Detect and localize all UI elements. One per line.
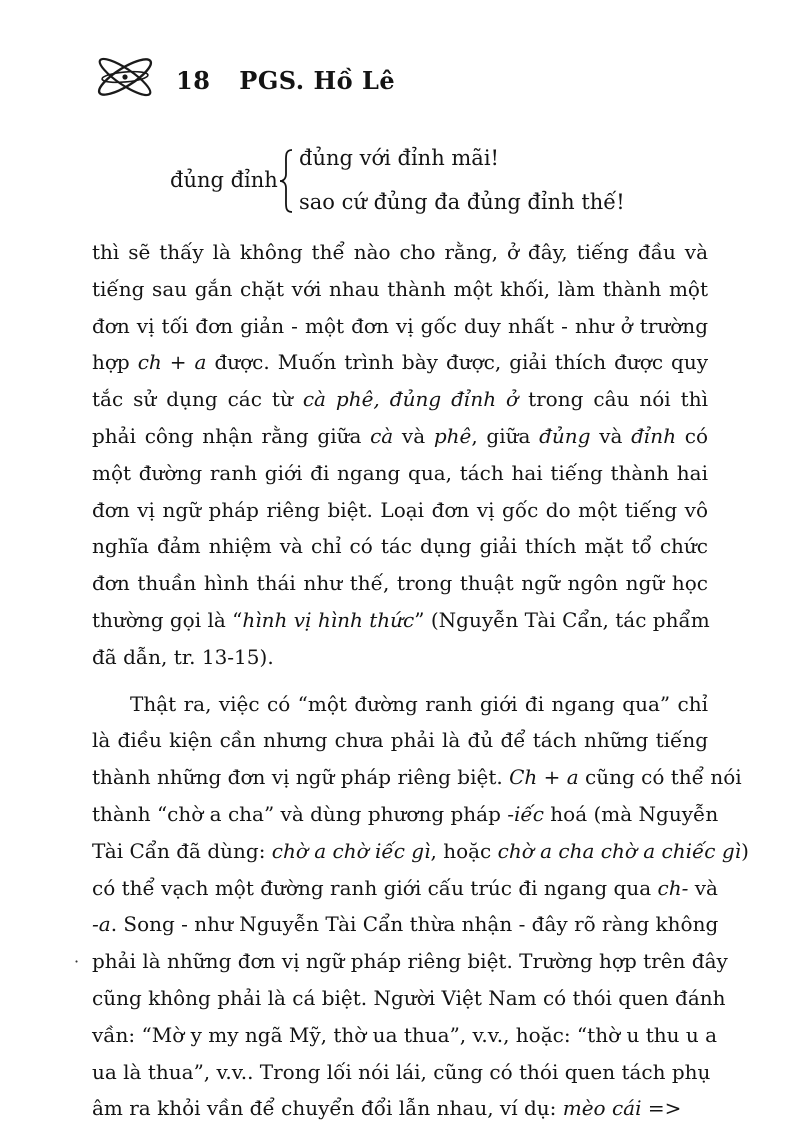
text-line [92, 455, 708, 492]
text-run: và [688, 875, 718, 900]
text-run: có [676, 423, 709, 448]
italic-term: cà phê, đủng đỉnh ở [302, 387, 519, 412]
example-block [170, 142, 730, 222]
text-line [92, 722, 708, 759]
italic-term: cà [370, 423, 394, 448]
text-run: đơn vị ngữ pháp riêng biệt. Loại đơn vị gốc do một tiếng vô [92, 497, 708, 522]
text-run: hoá (mà Nguyễn [543, 801, 719, 826]
text-run: , giữa [471, 423, 540, 448]
text-run: là điều kiện cần nhưng chưa phải là đủ để tách những tiếng [92, 728, 708, 753]
text-line [92, 980, 726, 1017]
text-run: Thật ra, việc có “một đường ranh giới đi ngang qua” chỉ [130, 691, 708, 716]
author-name: PGS. Hồ Lê [239, 66, 396, 95]
text-run: ua là thua”, v.v.. Trong lối nói lái, cũng có thói quen tách phụ [92, 1059, 711, 1084]
text-line [92, 602, 708, 639]
italic-term: ch- [657, 875, 689, 900]
italic-term: chờ a chờ iếc gì [271, 838, 431, 863]
text-line [92, 1090, 708, 1127]
body-text [92, 234, 749, 1127]
text-line [92, 639, 708, 676]
text-run: một đường ranh giới đi ngang qua, tách hai tiếng thành hai [92, 460, 708, 485]
text-line [92, 381, 708, 418]
paragraph-1 [92, 234, 708, 676]
italic-term: Ch + a [509, 765, 579, 790]
example-line-2: sao cứ đủng đa đủng đỉnh thế! [299, 190, 625, 214]
text-run: cũng có thể nói [578, 765, 742, 790]
text-line [92, 686, 708, 723]
text-line [92, 528, 708, 565]
italic-term: đỉnh [631, 423, 677, 448]
example-headword: đủng đỉnh [170, 168, 278, 192]
margin-dot: · [74, 952, 80, 971]
text-run: và [393, 423, 434, 448]
text-run: vần: “Mờ y my ngã Mỹ, thờ ua thua”, v.v., hoặc: “thờ u thu u a [92, 1022, 718, 1047]
text-line [92, 492, 708, 529]
text-line [92, 906, 719, 943]
text-run: ) [741, 838, 749, 863]
italic-term: ch + a [137, 350, 207, 375]
text-run: đơn thuần hình thái như thế, trong thuật ngữ ngôn ngữ học [92, 571, 708, 596]
text-run: đơn vị tối đơn giản - một đơn vị gốc duy nhất - như ở trường [92, 313, 708, 338]
text-run: cũng không phải là cá biệt. Người Việt Nam có thói quen đánh [92, 985, 726, 1010]
text-line [92, 833, 749, 870]
text-run: Tài Cẩn đã dùng: [92, 838, 272, 863]
paragraph-gap [92, 676, 708, 686]
text-run: tắc sử dụng các từ [92, 387, 303, 412]
text-run: phải là những đơn vị ngữ pháp riêng biệt. Trường hợp trên đây [92, 949, 728, 974]
italic-term: -iếc [507, 801, 544, 826]
text-run: phải công nhận rằng giữa [92, 423, 371, 448]
text-run: => [641, 1096, 682, 1121]
text-run: thành những đơn vị ngữ pháp riêng biệt. [92, 765, 510, 790]
orbit-logo-icon [92, 48, 158, 106]
text-line [92, 870, 718, 907]
text-line [92, 759, 742, 796]
italic-term: chờ a cha chờ a chiếc gì [497, 838, 742, 863]
text-run: ” (Nguyễn Tài Cẩn, tác phẩm [414, 607, 710, 632]
paragraph-2 [92, 686, 749, 1127]
text-run: âm ra khỏi vần để chuyển đổi lẫn nhau, ví dụ: [92, 1096, 563, 1121]
italic-term: hình vị hình thức [242, 607, 415, 632]
italic-term: mèo cái [562, 1096, 642, 1121]
text-line [92, 565, 708, 602]
text-run: , hoặc [430, 838, 498, 863]
curly-brace-icon [278, 148, 294, 214]
text-line [92, 943, 728, 980]
text-run: nghĩa đảm nhiệm và chỉ có tác dụng giải thích mặt tổ chức [92, 534, 708, 559]
text-run: thành “chờ a cha” và dùng phương pháp [92, 801, 508, 826]
example-line-1: đủng với đỉnh mãi! [299, 146, 499, 170]
page-number: 18 [176, 66, 211, 95]
italic-term: đủng [539, 423, 591, 448]
text-run: thì sẽ thấy là không thể nào cho rằng, ở đây, tiếng đầu và [92, 240, 708, 264]
text-run: tiếng sau gắn chặt với nhau thành một khối, làm thành một [92, 276, 708, 301]
text-run: và [590, 423, 632, 448]
text-line [92, 271, 708, 308]
text-run: được. Muốn trình bày được, giải thích được quy [206, 350, 708, 375]
running-header [176, 66, 395, 95]
text-line [92, 234, 708, 271]
text-line [92, 1054, 711, 1091]
text-line [92, 344, 708, 381]
text-line [92, 308, 708, 345]
text-run: trong câu nói thì [518, 387, 708, 412]
italic-term: -a [92, 912, 111, 937]
text-run: có thể vạch một đường ranh giới cấu trúc đi ngang qua [92, 875, 658, 900]
text-run: . Song - như Nguyễn Tài Cẩn thừa nhận - đây rõ ràng không [110, 912, 719, 937]
text-line [92, 1017, 718, 1054]
text-run: hợp [92, 350, 138, 375]
italic-term: phê [433, 423, 472, 448]
text-line [92, 418, 708, 455]
text-run: thường gọi là “ [92, 607, 243, 632]
text-run: đã dẫn, tr. 13-15). [92, 644, 274, 669]
text-line [92, 796, 719, 833]
